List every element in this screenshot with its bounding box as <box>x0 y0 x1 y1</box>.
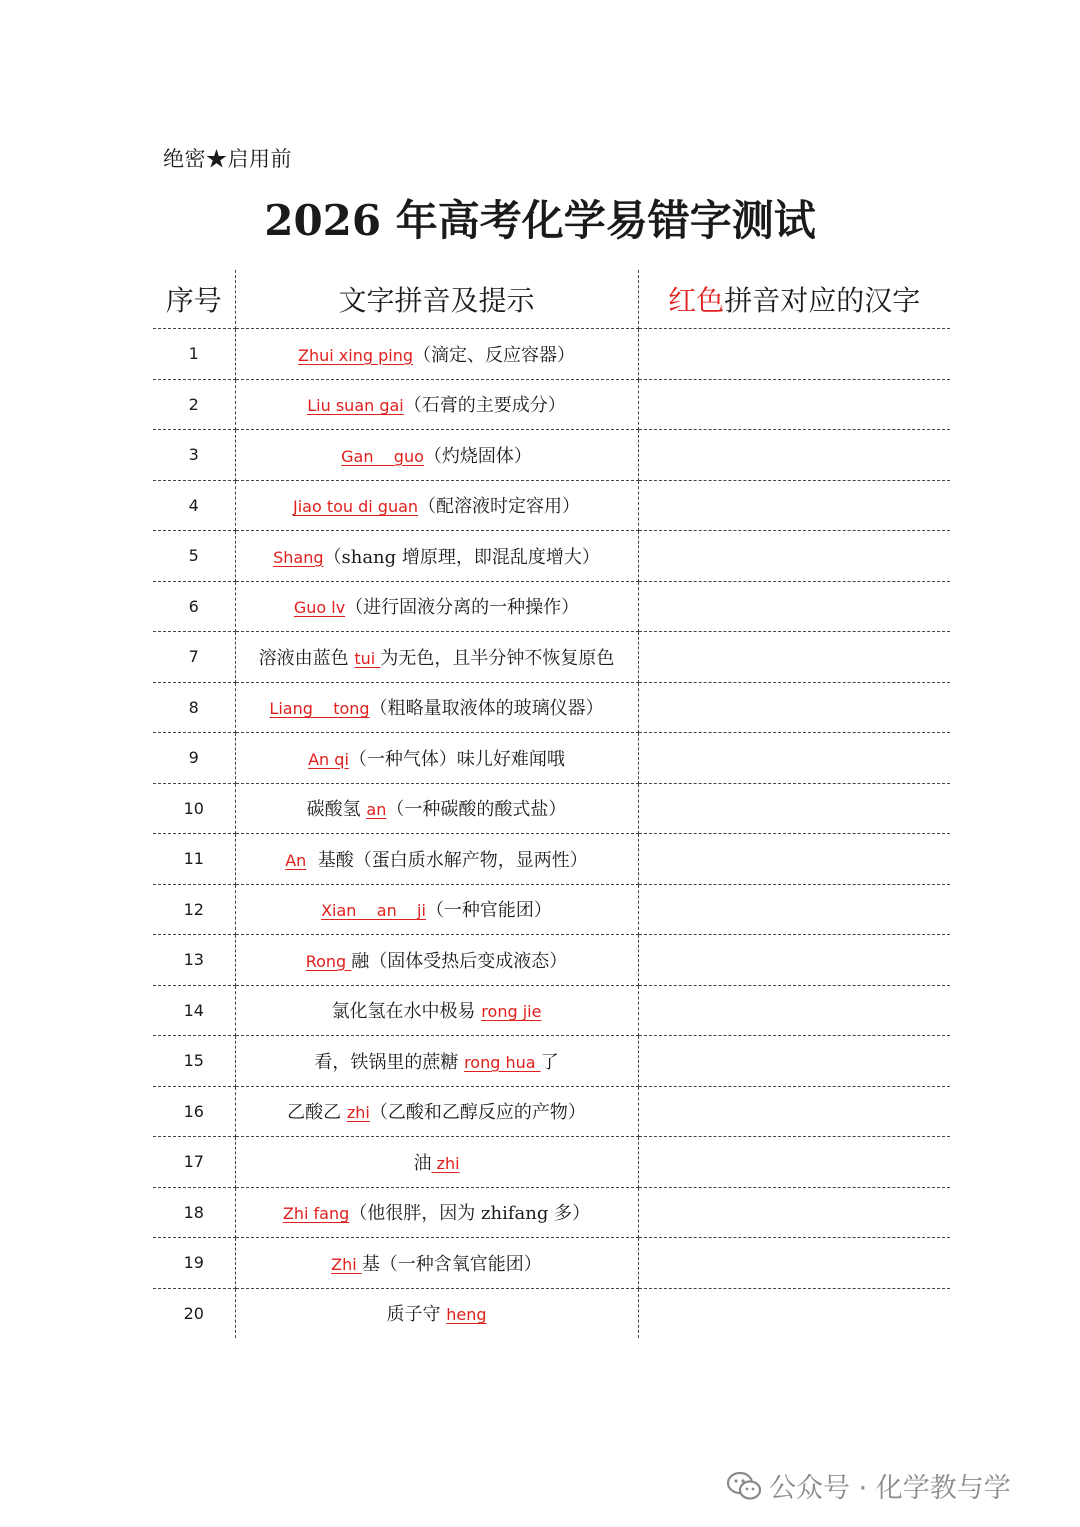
row-number: 12 <box>153 884 235 935</box>
quiz-table <box>153 270 950 1338</box>
answer-field[interactable] <box>638 1086 950 1137</box>
table-row <box>153 1137 950 1188</box>
confidential-label: 绝密★启用前 <box>163 147 292 171</box>
pinyin-blank: Guo lv <box>293 598 346 618</box>
row-hint <box>235 1086 638 1137</box>
row-hint <box>235 783 638 834</box>
pinyin-blank: rong jie <box>481 1002 542 1022</box>
pinyin-blank: heng <box>446 1305 487 1325</box>
hint-text: （一种气体）味儿好难闻哦 <box>348 748 565 770</box>
hint-text: 了 <box>540 1051 559 1073</box>
hint-text: （粗略量取液体的玻璃仪器） <box>369 698 604 720</box>
row-hint <box>235 834 638 885</box>
table-row <box>153 1238 950 1289</box>
row-number: 7 <box>153 632 235 683</box>
answer-field[interactable] <box>638 884 950 935</box>
row-hint <box>235 1187 638 1238</box>
table-row <box>153 1036 950 1087</box>
hint-text: 基（一种含氧官能团） <box>361 1253 542 1275</box>
table-row <box>153 379 950 430</box>
answer-field[interactable] <box>638 1288 950 1338</box>
row-hint <box>235 379 638 430</box>
table-row <box>153 1187 950 1238</box>
answer-field[interactable] <box>638 531 950 582</box>
row-hint <box>235 581 638 632</box>
row-hint <box>235 935 638 986</box>
header-hint: 文字拼音及提示 <box>235 270 638 329</box>
row-number: 4 <box>153 480 235 531</box>
header-answer-red: 红色 <box>668 284 725 317</box>
hint-text: 基酸（蛋白质水解产物，显两性） <box>306 849 588 871</box>
pinyin-blank: an <box>366 800 387 820</box>
row-hint <box>235 1288 638 1338</box>
row-number: 19 <box>153 1238 235 1289</box>
answer-field[interactable] <box>638 783 950 834</box>
table-row <box>153 733 950 784</box>
answer-field[interactable] <box>638 480 950 531</box>
hint-text: （一种官能团） <box>425 900 552 922</box>
pinyin-blank: rong hua <box>464 1052 541 1072</box>
hint-text: 为无色，且半分钟不恢复原色 <box>380 647 615 669</box>
hint-text: 碳酸氢 <box>306 799 367 821</box>
table-row <box>153 329 950 380</box>
watermark-text: 公众号 · 化学教与学 <box>769 1473 1011 1504</box>
hint-text: （配溶液时定容用） <box>418 496 581 518</box>
answer-field[interactable] <box>638 1187 950 1238</box>
wechat-icon <box>727 1471 761 1501</box>
header-answer-rest: 拼音对应的汉字 <box>724 284 921 317</box>
hint-text: （shang 增原理，即混乱度增大） <box>323 546 600 568</box>
answer-field[interactable] <box>638 1238 950 1289</box>
row-hint <box>235 531 638 582</box>
row-hint <box>235 985 638 1036</box>
row-hint <box>235 682 638 733</box>
pinyin-blank: Rong <box>305 951 352 971</box>
table-row <box>153 985 950 1036</box>
answer-field[interactable] <box>638 985 950 1036</box>
page-title: 2026 年高考化学易错字测试 <box>264 196 816 245</box>
answer-field[interactable] <box>638 329 950 380</box>
row-number: 11 <box>153 834 235 885</box>
hint-text: 油 <box>413 1152 432 1174</box>
answer-field[interactable] <box>638 430 950 481</box>
hint-text: 质子守 <box>386 1304 447 1326</box>
table-row <box>153 1288 950 1338</box>
row-number: 3 <box>153 430 235 481</box>
pinyin-blank: Zhi fang <box>282 1204 350 1224</box>
hint-text: （石膏的主要成分） <box>403 395 566 417</box>
row-hint <box>235 733 638 784</box>
row-number: 9 <box>153 733 235 784</box>
table-row <box>153 480 950 531</box>
row-number: 15 <box>153 1036 235 1087</box>
table-row <box>153 1086 950 1137</box>
watermark <box>727 1466 1011 1505</box>
row-number: 14 <box>153 985 235 1036</box>
header-num: 序号 <box>153 270 235 329</box>
pinyin-blank: Gan guo <box>341 446 424 466</box>
hint-text: （滴定、反应容器） <box>412 344 575 366</box>
row-hint <box>235 884 638 935</box>
table-row <box>153 531 950 582</box>
hint-text: 融（固体受热后变成液态） <box>351 950 568 972</box>
table-row <box>153 682 950 733</box>
row-hint <box>235 430 638 481</box>
answer-field[interactable] <box>638 1036 950 1087</box>
pinyin-blank: Zhi <box>331 1254 362 1274</box>
row-hint <box>235 1137 638 1188</box>
pinyin-blank: tui <box>354 648 381 668</box>
answer-field[interactable] <box>638 581 950 632</box>
pinyin-blank: An <box>285 850 307 870</box>
table-row <box>153 834 950 885</box>
row-number: 16 <box>153 1086 235 1137</box>
pinyin-blank: Xian an ji <box>321 901 426 921</box>
row-hint <box>235 632 638 683</box>
row-hint <box>235 480 638 531</box>
row-number: 5 <box>153 531 235 582</box>
row-number: 20 <box>153 1288 235 1338</box>
answer-field[interactable] <box>638 834 950 885</box>
hint-text: 溶液由蓝色 <box>258 647 355 669</box>
header-answer <box>638 270 950 329</box>
table-row <box>153 935 950 986</box>
hint-text: （乙酸和乙醇反应的产物） <box>369 1102 586 1124</box>
row-number: 13 <box>153 935 235 986</box>
pinyin-blank: An qi <box>308 749 349 769</box>
answer-field[interactable] <box>638 1137 950 1188</box>
row-number: 18 <box>153 1187 235 1238</box>
answer-field[interactable] <box>638 379 950 430</box>
row-hint <box>235 329 638 380</box>
answer-field[interactable] <box>638 682 950 733</box>
table-row <box>153 884 950 935</box>
hint-text: 看，铁锅里的蔗糖 <box>314 1051 465 1073</box>
hint-text: （灼烧固体） <box>423 445 532 467</box>
pinyin-blank: Shang <box>273 547 324 567</box>
answer-field[interactable] <box>638 632 950 683</box>
table-row <box>153 581 950 632</box>
row-number: 10 <box>153 783 235 834</box>
table-header-row <box>153 270 950 329</box>
row-number: 1 <box>153 329 235 380</box>
hint-text: （一种碳酸的酸式盐） <box>386 799 567 821</box>
row-number: 2 <box>153 379 235 430</box>
row-hint <box>235 1238 638 1289</box>
pinyin-blank: zhi <box>431 1153 460 1173</box>
pinyin-blank: Liu suan gai <box>307 396 404 416</box>
answer-field[interactable] <box>638 733 950 784</box>
pinyin-blank: Jiao tou di guan <box>292 497 419 517</box>
table-row <box>153 430 950 481</box>
hint-text: （他很胖，因为 zhifang 多） <box>349 1203 591 1225</box>
hint-text: 氯化氢在水中极易 <box>331 1001 482 1023</box>
hint-text: （进行固液分离的一种操作） <box>345 597 580 619</box>
answer-field[interactable] <box>638 935 950 986</box>
table-row <box>153 783 950 834</box>
row-number: 17 <box>153 1137 235 1188</box>
pinyin-blank: Zhui xing ping <box>298 345 413 365</box>
pinyin-blank: zhi <box>346 1103 370 1123</box>
pinyin-blank: Liang tong <box>269 699 370 719</box>
row-number: 8 <box>153 682 235 733</box>
hint-text: 乙酸乙 <box>287 1102 347 1124</box>
row-hint <box>235 1036 638 1087</box>
table-row <box>153 632 950 683</box>
row-number: 6 <box>153 581 235 632</box>
